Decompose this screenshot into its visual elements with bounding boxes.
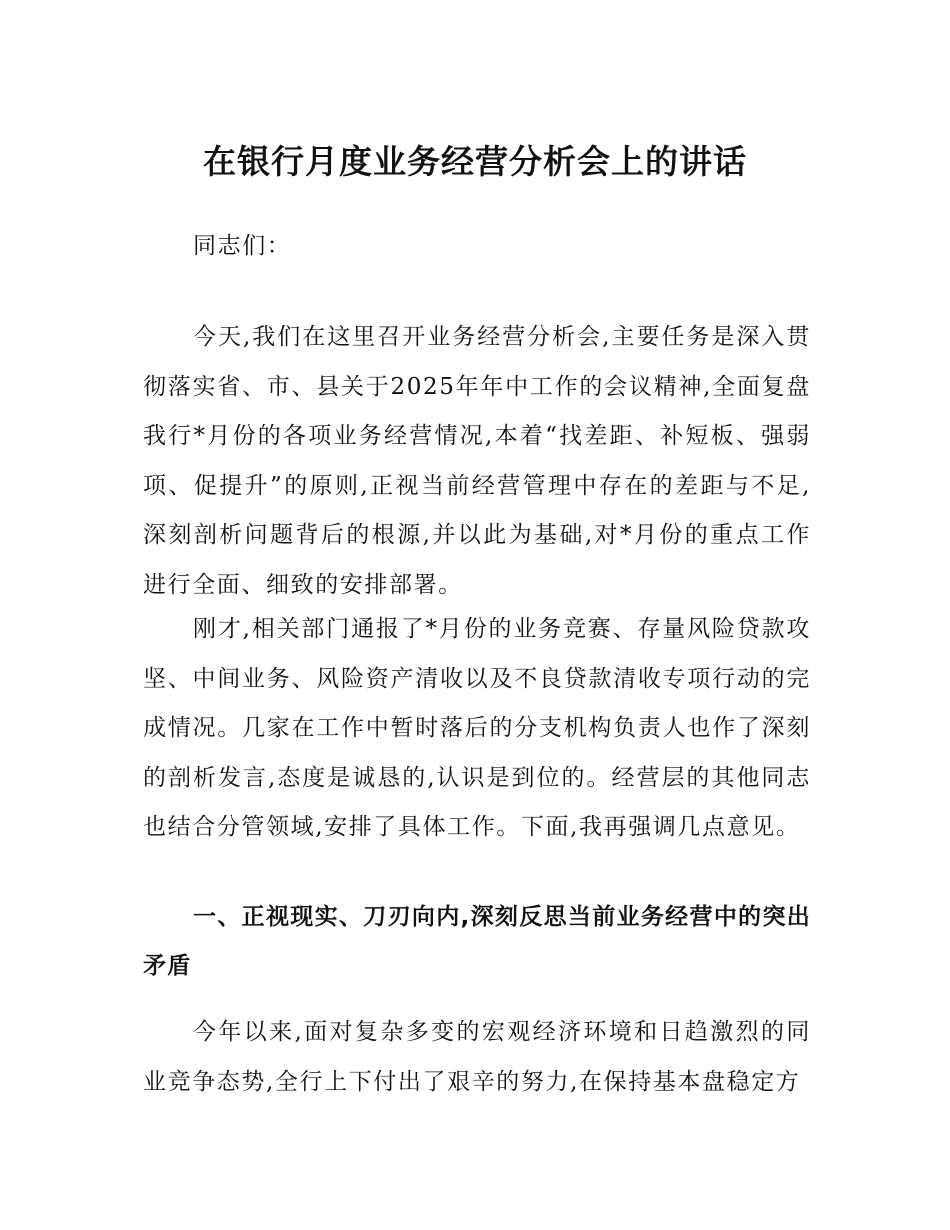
paragraph-report: 刚才,相关部门通报了*月份的业务竞赛、存量风险贷款攻坚、中间业务、风险资产清收以及不良贷款清收专项行动的完成情况。几家在工作中暂时落后的分支机构负责人也作了深刻的剖析发言,态度是诚恳的,认识是到位的。经营层的其他同志也结合分管领域,安排了具体工作。下面,我再强调几点意见。	[143, 616, 811, 840]
paragraph-section-one: 今年以来,面对复杂多变的宏观经济环境和日趋激烈的同业竞争态势,全行上下付出了艰辛的努力,在保持基本盘稳定方	[143, 1019, 811, 1095]
section-heading-one: 一、正视现实、刀刃向内,深刻反思当前业务经营中的突出矛盾	[143, 904, 811, 979]
greeting-line: 同志们：	[193, 233, 292, 259]
document-title: 在银行月度业务经营分析会上的讲话	[203, 142, 747, 182]
paragraph-intro: 今天,我们在这里召开业务经营分析会,主要任务是深入贯彻落实省、市、县关于2025年年中工作的会议精神,全面复盘我行*月份的各项业务经营情况,本着“找差距、补短板、强弱项、促提升”的原则,正视当前经营管理中存在的差距与不足,深刻剖析问题背后的根源,并以此为基础,对*月份的重点工作进行全面、细致的安排部署。	[143, 324, 811, 598]
